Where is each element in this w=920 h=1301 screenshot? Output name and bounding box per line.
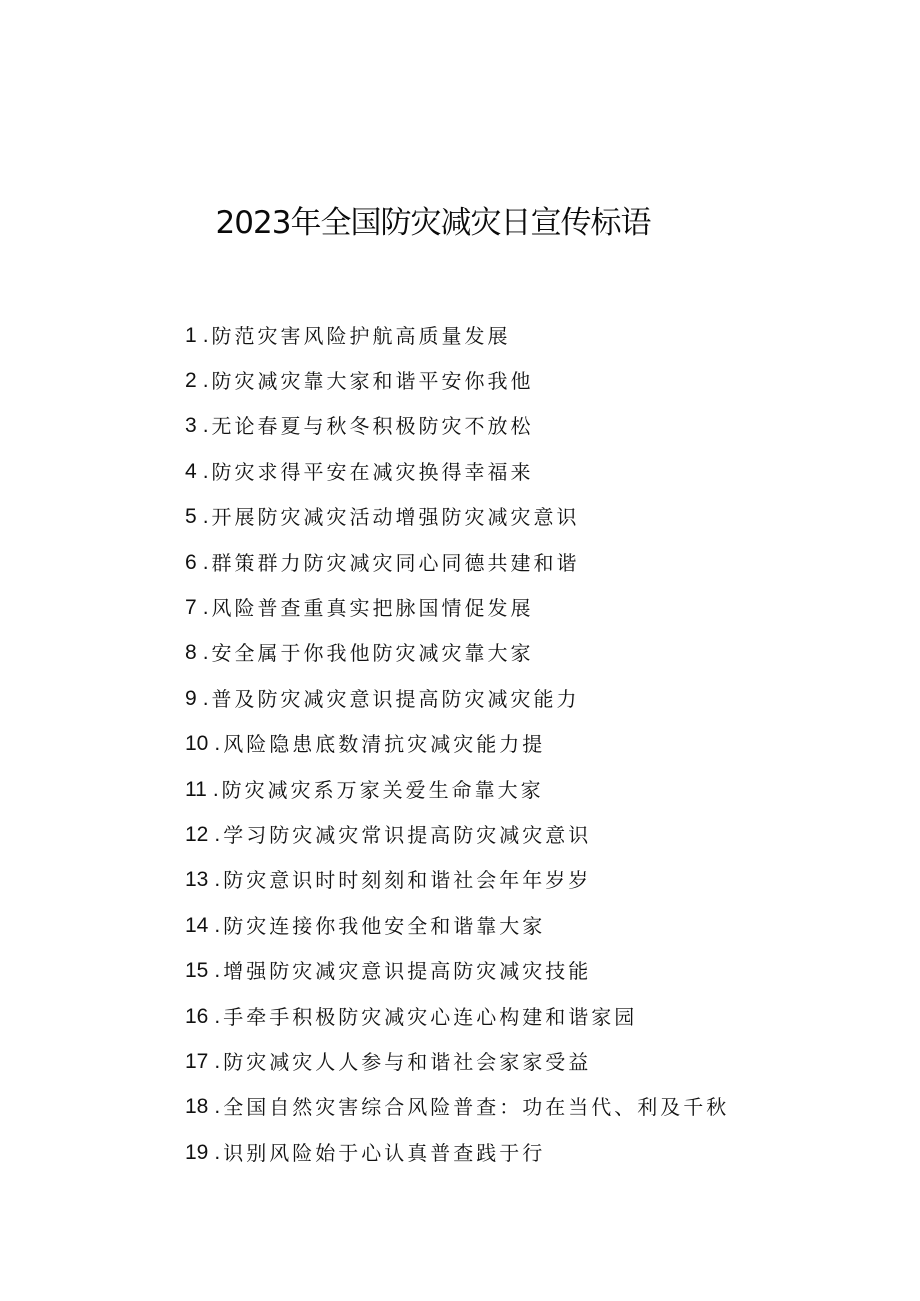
item-text: 全国自然灾害综合风险普查：功在当代、利及千秋 bbox=[223, 1095, 730, 1120]
item-text: 普及防灾减灾意识提高防灾减灾能力 bbox=[211, 686, 580, 711]
list-item bbox=[185, 540, 729, 585]
list-item bbox=[185, 948, 729, 993]
item-text: 防灾减灾靠大家和谐平安你我他 bbox=[211, 369, 534, 394]
item-separator: . bbox=[214, 1140, 221, 1164]
list-item bbox=[185, 1130, 729, 1175]
list-item bbox=[185, 404, 729, 449]
item-text: 风险隐患底数清抗灾减灾能力提 bbox=[223, 732, 546, 757]
slogan-list bbox=[185, 313, 729, 1175]
item-number: 5 bbox=[185, 505, 197, 529]
item-number: 1 bbox=[185, 323, 197, 347]
item-separator: . bbox=[202, 505, 209, 529]
item-text: 识别风险始于心认真普查践于行 bbox=[223, 1140, 546, 1165]
document-title: 2023年全国防灾减灾日宣传标语 bbox=[215, 205, 651, 241]
item-text: 防范灾害风险护航高质量发展 bbox=[211, 323, 511, 348]
item-text: 防灾减灾系万家关爱生命靠大家 bbox=[221, 777, 544, 802]
item-separator: . bbox=[212, 777, 219, 801]
item-number: 6 bbox=[185, 550, 197, 574]
list-item bbox=[185, 1039, 729, 1084]
item-separator: . bbox=[202, 459, 209, 483]
item-number: 19 bbox=[185, 1140, 209, 1164]
list-item bbox=[185, 631, 729, 676]
list-item bbox=[185, 495, 729, 540]
item-separator: . bbox=[202, 550, 209, 574]
item-text: 学习防灾减灾常识提高防灾减灾意识 bbox=[223, 822, 592, 847]
item-text: 增强防灾减灾意识提高防灾减灾技能 bbox=[223, 959, 592, 984]
item-number: 18 bbox=[185, 1095, 209, 1119]
item-text: 防灾连接你我他安全和谐靠大家 bbox=[223, 913, 546, 938]
list-item bbox=[185, 676, 729, 721]
list-item bbox=[185, 994, 729, 1039]
item-separator: . bbox=[202, 323, 209, 347]
item-separator: . bbox=[214, 822, 221, 846]
list-item bbox=[185, 449, 729, 494]
item-text: 防灾意识时时刻刻和谐社会年年岁岁 bbox=[223, 868, 592, 893]
list-item bbox=[185, 812, 729, 857]
item-number: 12 bbox=[185, 822, 209, 846]
item-text: 无论春夏与秋冬积极防灾不放松 bbox=[211, 414, 534, 439]
item-text: 安全属于你我他防灾减灾靠大家 bbox=[211, 641, 534, 666]
list-item bbox=[185, 313, 729, 358]
item-number: 14 bbox=[185, 913, 209, 937]
item-number: 10 bbox=[185, 732, 209, 756]
item-number: 9 bbox=[185, 686, 197, 710]
item-separator: . bbox=[214, 913, 221, 937]
item-separator: . bbox=[214, 868, 221, 892]
item-text: 开展防灾减灾活动增强防灾减灾意识 bbox=[211, 505, 580, 530]
list-item bbox=[185, 903, 729, 948]
list-item bbox=[185, 358, 729, 403]
item-separator: . bbox=[202, 414, 209, 438]
item-text: 防灾求得平安在减灾换得幸福来 bbox=[211, 459, 534, 484]
item-number: 7 bbox=[185, 596, 197, 620]
item-separator: . bbox=[214, 959, 221, 983]
item-separator: . bbox=[214, 732, 221, 756]
item-separator: . bbox=[202, 641, 209, 665]
list-item bbox=[185, 767, 729, 812]
item-number: 4 bbox=[185, 459, 197, 483]
item-number: 3 bbox=[185, 414, 197, 438]
item-number: 16 bbox=[185, 1004, 209, 1028]
item-separator: . bbox=[202, 369, 209, 393]
list-item bbox=[185, 1085, 729, 1130]
item-number: 2 bbox=[185, 369, 197, 393]
item-separator: . bbox=[214, 1095, 221, 1119]
item-number: 17 bbox=[185, 1049, 209, 1073]
item-number: 11 bbox=[185, 777, 207, 801]
item-number: 15 bbox=[185, 959, 209, 983]
item-number: 13 bbox=[185, 868, 209, 892]
list-item bbox=[185, 858, 729, 903]
item-separator: . bbox=[214, 1049, 221, 1073]
item-separator: . bbox=[202, 596, 209, 620]
item-number: 8 bbox=[185, 641, 197, 665]
item-separator: . bbox=[202, 686, 209, 710]
item-text: 防灾减灾人人参与和谐社会家家受益 bbox=[223, 1049, 592, 1074]
item-text: 手牵手积极防灾减灾心连心构建和谐家园 bbox=[223, 1004, 638, 1029]
list-item bbox=[185, 722, 729, 767]
item-separator: . bbox=[214, 1004, 221, 1028]
item-text: 风险普查重真实把脉国情促发展 bbox=[211, 596, 534, 621]
list-item bbox=[185, 585, 729, 630]
item-text: 群策群力防灾减灾同心同德共建和谐 bbox=[211, 550, 580, 575]
